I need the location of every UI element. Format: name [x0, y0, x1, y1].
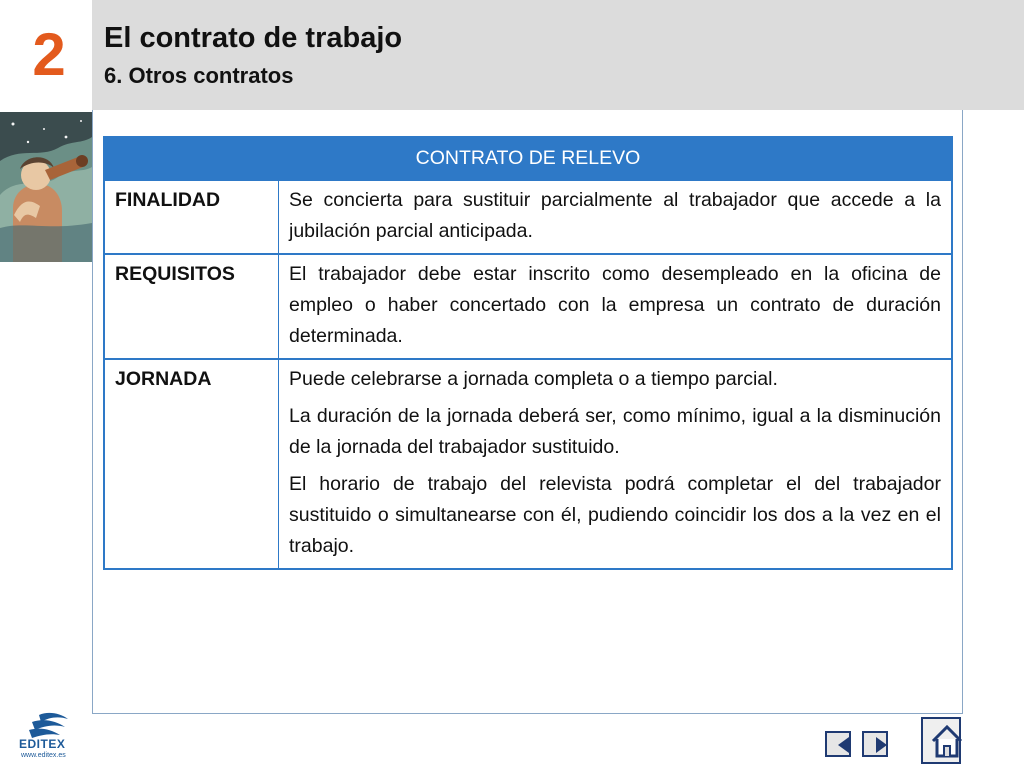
next-slide-button[interactable] — [862, 731, 888, 757]
description-paragraph: El trabajador debe estar inscrito como desempleado en la oficina de empleo o haber concertado con la empresa un contrato de duración determinada. — [289, 263, 941, 347]
description-paragraph: La duración de la jornada deberá ser, como mínimo, igual a la disminución de la jornada del trabajador sustituido. — [289, 405, 941, 458]
brand-name: EDITEX — [19, 737, 66, 751]
table-row-finalidad — [105, 179, 951, 253]
description-paragraph: Se concierta para sustituir parcialmente al trabajador que accede a la jubilación parcial anticipada. — [289, 189, 941, 242]
illustration-graphic — [0, 112, 92, 262]
chapter-illustration — [0, 112, 92, 262]
row-description — [279, 255, 951, 358]
row-label: FINALIDAD — [105, 181, 279, 253]
home-button[interactable] — [921, 717, 961, 764]
brand-url: www.editex.es — [21, 752, 66, 759]
page-subtitle: 6. Otros contratos — [104, 63, 294, 88]
table-heading: CONTRATO DE RELEVO — [105, 138, 951, 179]
home-icon — [929, 720, 965, 762]
page-title: El contrato de trabajo — [104, 22, 403, 54]
contract-table — [103, 136, 953, 570]
row-label: REQUISITOS — [105, 255, 279, 358]
row-description — [279, 181, 951, 253]
description-paragraph: El horario de trabajo del relevista podrá completar el del trabajador sustituido o simultanearse con él, pudiendo coincidir los dos a la vez en el trabajo. — [289, 473, 941, 557]
table-row-requisitos — [105, 253, 951, 358]
chapter-badge-area — [0, 0, 92, 110]
table-row-jornada — [105, 358, 951, 568]
previous-icon — [833, 734, 855, 756]
row-label: JORNADA — [105, 360, 279, 568]
chapter-number: 2 — [32, 21, 66, 88]
description-paragraph: Puede celebrarse a jornada completa o a tiempo parcial. — [289, 368, 778, 390]
row-description — [279, 360, 951, 568]
previous-slide-button[interactable] — [825, 731, 851, 757]
next-icon — [870, 734, 892, 756]
